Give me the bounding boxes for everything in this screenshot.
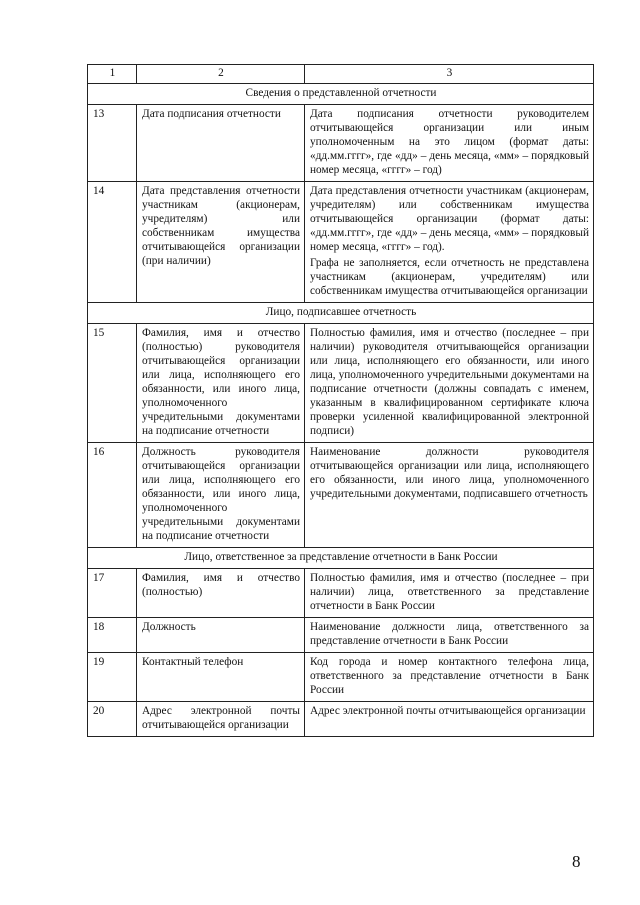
section-title: Лицо, ответственное за представление отчетности в Банк России [88, 548, 594, 569]
description-paragraph: Дата представления отчетности участникам (акционерам, учредителям) или собственникам имущества отчитывающейся организации (формат даты: «дд.мм.гггг», где «дд» – день месяца, «мм» – порядковый номер месяца, «гггг» – год). [310, 185, 589, 253]
field-description [305, 105, 594, 182]
page-number: 8 [572, 852, 581, 871]
table-row [88, 653, 594, 702]
description-paragraph: Графа не заполняется, если отчетность не представлена участникам (акционерам, учредителям) или собственникам имущества отчитывающейся организации [310, 257, 589, 297]
section-row [88, 548, 594, 569]
section-title: Сведения о представленной отчетности [88, 84, 594, 105]
section-title: Лицо, подписавшее отчетность [88, 303, 594, 324]
header-cell: 2 [137, 65, 305, 84]
description-paragraph: Код города и номер контактного телефона лица, ответственного за представление отчетности в Банк России [310, 656, 589, 696]
row-number: 17 [88, 569, 137, 618]
field-name: Должность руководителя отчитывающейся организации или лица, исполняющего его обязанности, или иного лица, уполномоченного учредительными документами на подписание отчетности [137, 443, 305, 548]
description-paragraph: Наименование должности лица, ответственного за представление отчетности в Банк России [310, 621, 589, 647]
field-name: Должность [137, 618, 305, 653]
table-row [88, 182, 594, 303]
row-number: 20 [88, 702, 137, 737]
section-row [88, 84, 594, 105]
row-number: 16 [88, 443, 137, 548]
table-row [88, 105, 594, 182]
field-name: Адрес электронной почты отчитывающейся организации [137, 702, 305, 737]
field-name: Фамилия, имя и отчество (полностью) [137, 569, 305, 618]
row-number: 15 [88, 324, 137, 443]
row-number: 13 [88, 105, 137, 182]
field-name: Дата представления отчетности участникам (акционерам, учредителям) или собственникам имущества отчитывающейся организации (при наличии) [137, 182, 305, 303]
field-description [305, 653, 594, 702]
description-paragraph: Полностью фамилия, имя и отчество (последнее – при наличии) руководителя отчитывающейся организации или лица, исполняющего его обязанности, или иного лица, уполномоченного учредительными документами на подписание отчетности (должны совпадать с именем, указанным в квалифицированном сертификате ключа проверки усиленной квалифицированной электронной подписи) [310, 327, 589, 437]
header-cell: 1 [88, 65, 137, 84]
field-name: Контактный телефон [137, 653, 305, 702]
row-number: 19 [88, 653, 137, 702]
table-row [88, 618, 594, 653]
field-name: Дата подписания отчетности [137, 105, 305, 182]
description-paragraph: Полностью фамилия, имя и отчество (последнее – при наличии) лица, ответственного за представление отчетности в Банк России [310, 572, 589, 612]
header-cell: 3 [305, 65, 594, 84]
instructions-table [87, 64, 594, 737]
description-paragraph: Дата подписания отчетности руководителем отчитывающейся организации или иным уполномоченным на это лицом (формат даты: «дд.мм.гггг», где «дд» – день месяца, «мм» – порядковый номер месяца, «гггг» – год) [310, 108, 589, 176]
section-row [88, 303, 594, 324]
description-paragraph: Наименование должности руководителя отчитывающейся организации или лица, исполняющего его обязанности, или иного лица, уполномоченного учредительными документами, подписавшего отчетность [310, 446, 589, 500]
field-description [305, 443, 594, 548]
field-description [305, 182, 594, 303]
table-row [88, 443, 594, 548]
table-row [88, 702, 594, 737]
row-number: 14 [88, 182, 137, 303]
description-paragraph: Адрес электронной почты отчитывающейся организации [310, 705, 586, 717]
row-number: 18 [88, 618, 137, 653]
field-description [305, 618, 594, 653]
field-name: Фамилия, имя и отчество (полностью) руководителя отчитывающейся организации или лица, исполняющего его обязанности, или иного лица, уполномоченного учредительными документами на подписание отчетности [137, 324, 305, 443]
table-row [88, 569, 594, 618]
field-description [305, 324, 594, 443]
field-description [305, 569, 594, 618]
table-body [88, 65, 594, 737]
header-row [88, 65, 594, 84]
field-description [305, 702, 594, 737]
table-row [88, 324, 594, 443]
